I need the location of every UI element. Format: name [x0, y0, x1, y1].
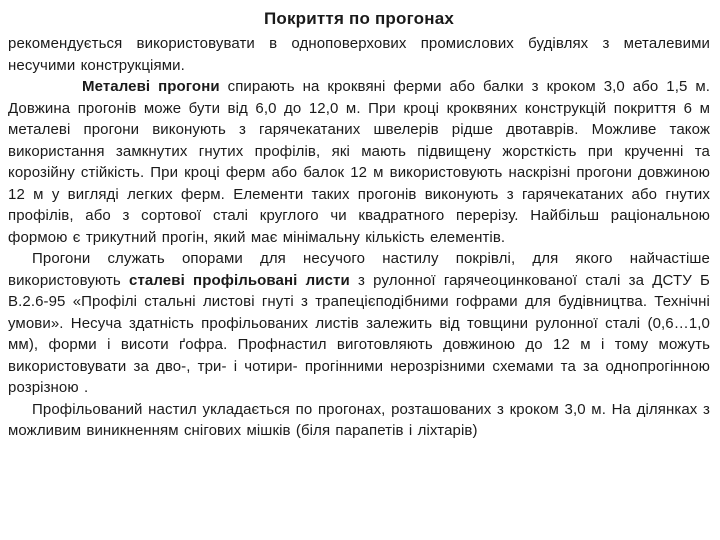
- paragraph-3: [8, 248, 710, 399]
- paragraph-3-before: Прогони служать опорами для несучого настилу покрівлі, для якого найчастіше використовують: [8, 250, 710, 289]
- paragraph-2: [8, 76, 710, 248]
- paragraph-2-text: спирають на кроквяні ферми або балки з кроком 3,0 або 1,5 м. Довжина прогонів може бути від 6,0 до 12,0 м. При кроці кроквяних конструкцій покриття 6 м металеві прогони виконують з гарячекатаних швелерів рідше двотаврів. Можливе також використання замкнутих гнутих профілів, які мають підвищену жорсткість при крученні та корозійну стійкість. При кроці ферм або балок 12 м використовують наскрізні прогони довжиною 12 м у вигляді легких ферм. Елементи таких прогонів виконують з гарячекатаних або гнутих профілів, або з сортової сталі круглого чи квадратного перерізу. Найбільш раціональною формою є трикутний прогін, який має мінімальну кількість елементів.: [8, 78, 710, 246]
- paragraph-3-after: з рулонної гарячеоцинкованої сталі за ДСТУ Б В.2.6-95 «Профілі стальні листові гнуті з трапецієподібними гофрами для будівництва. Технічні умови». Несуча здатність профільованих листів залежить від товщини рулонної сталі (0,6…1,0 мм), форми і висоти ґофра. Профнастил виготовляють довжиною до 12 м і тому можуть використовувати за дво-, три- і чотири- прогінними нерозрізними схемами та за однопрогінною розрізною .: [8, 271, 711, 396]
- paragraph-1: рекомендується використовувати в одноповерхових промислових будівлях з металевими несучими конструкціями.: [8, 35, 710, 74]
- page-title: Покриття по прогонах: [263, 9, 455, 28]
- term-metal-purlins: Металеві прогони: [82, 78, 220, 95]
- paragraph-4: Профільований настил укладається по прогонах, розташованих з кроком 3,0 м. На ділянках з можливим виникненням снігових мішків (біля парапетів і ліхтарів): [8, 400, 710, 439]
- term-profiled-sheets: сталеві профільовані листи: [129, 271, 350, 289]
